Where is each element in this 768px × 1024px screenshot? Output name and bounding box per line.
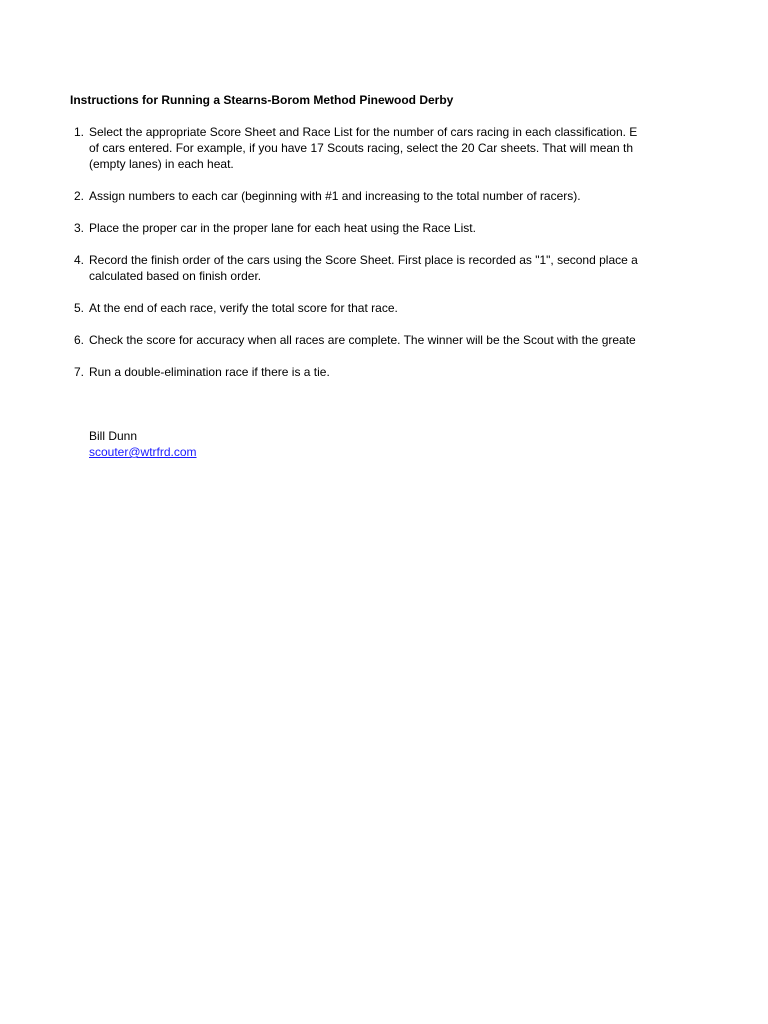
- list-item-text: Place the proper car in the proper lane for each heat using the Race List.: [89, 221, 476, 235]
- list-item-number: 4.: [74, 253, 85, 267]
- list-item-text: calculated based on finish order.: [89, 269, 262, 283]
- list-item: [70, 124, 659, 172]
- list-item: [70, 188, 659, 204]
- list-item-number: 3.: [74, 221, 85, 235]
- list-item-text: At the end of each race, verify the total score for that race.: [89, 301, 398, 315]
- list-item-text: Check the score for accuracy when all races are complete. The winner will be the Scout with the greate: [89, 333, 636, 347]
- list-item: [70, 332, 659, 348]
- list-item-text: (empty lanes) in each heat.: [89, 157, 234, 171]
- signature-name: Bill Dunn: [89, 429, 138, 443]
- list-item-text: of cars entered. For example, if you have 17 Scouts racing, select the 20 Car sheets. That will mean th: [89, 141, 634, 155]
- document-title: Instructions for Running a Stearns-Borom Method Pinewood Derby: [70, 93, 454, 107]
- list-item: [70, 220, 659, 236]
- list-item-number: 7.: [74, 365, 85, 379]
- list-item-text: Assign numbers to each car (beginning with #1 and increasing to the total number of racers).: [89, 189, 581, 203]
- list-item: [70, 364, 659, 380]
- list-item: [70, 252, 659, 284]
- list-item: [70, 300, 659, 316]
- instruction-list: [70, 124, 659, 396]
- signature-block: [89, 428, 197, 460]
- list-item-text: Run a double-elimination race if there is a tie.: [89, 365, 330, 379]
- list-item-number: 5.: [74, 301, 85, 315]
- list-item-text: Record the finish order of the cars using the Score Sheet. First place is recorded as "1", second place a: [89, 253, 638, 267]
- list-item-number: 6.: [74, 333, 85, 347]
- list-item-number: 1.: [74, 125, 85, 139]
- list-item-text: Select the appropriate Score Sheet and Race List for the number of cars racing in each classification. E: [89, 125, 638, 139]
- email-link[interactable]: scouter@wtrfrd.com: [89, 445, 197, 459]
- list-item-number: 2.: [74, 189, 85, 203]
